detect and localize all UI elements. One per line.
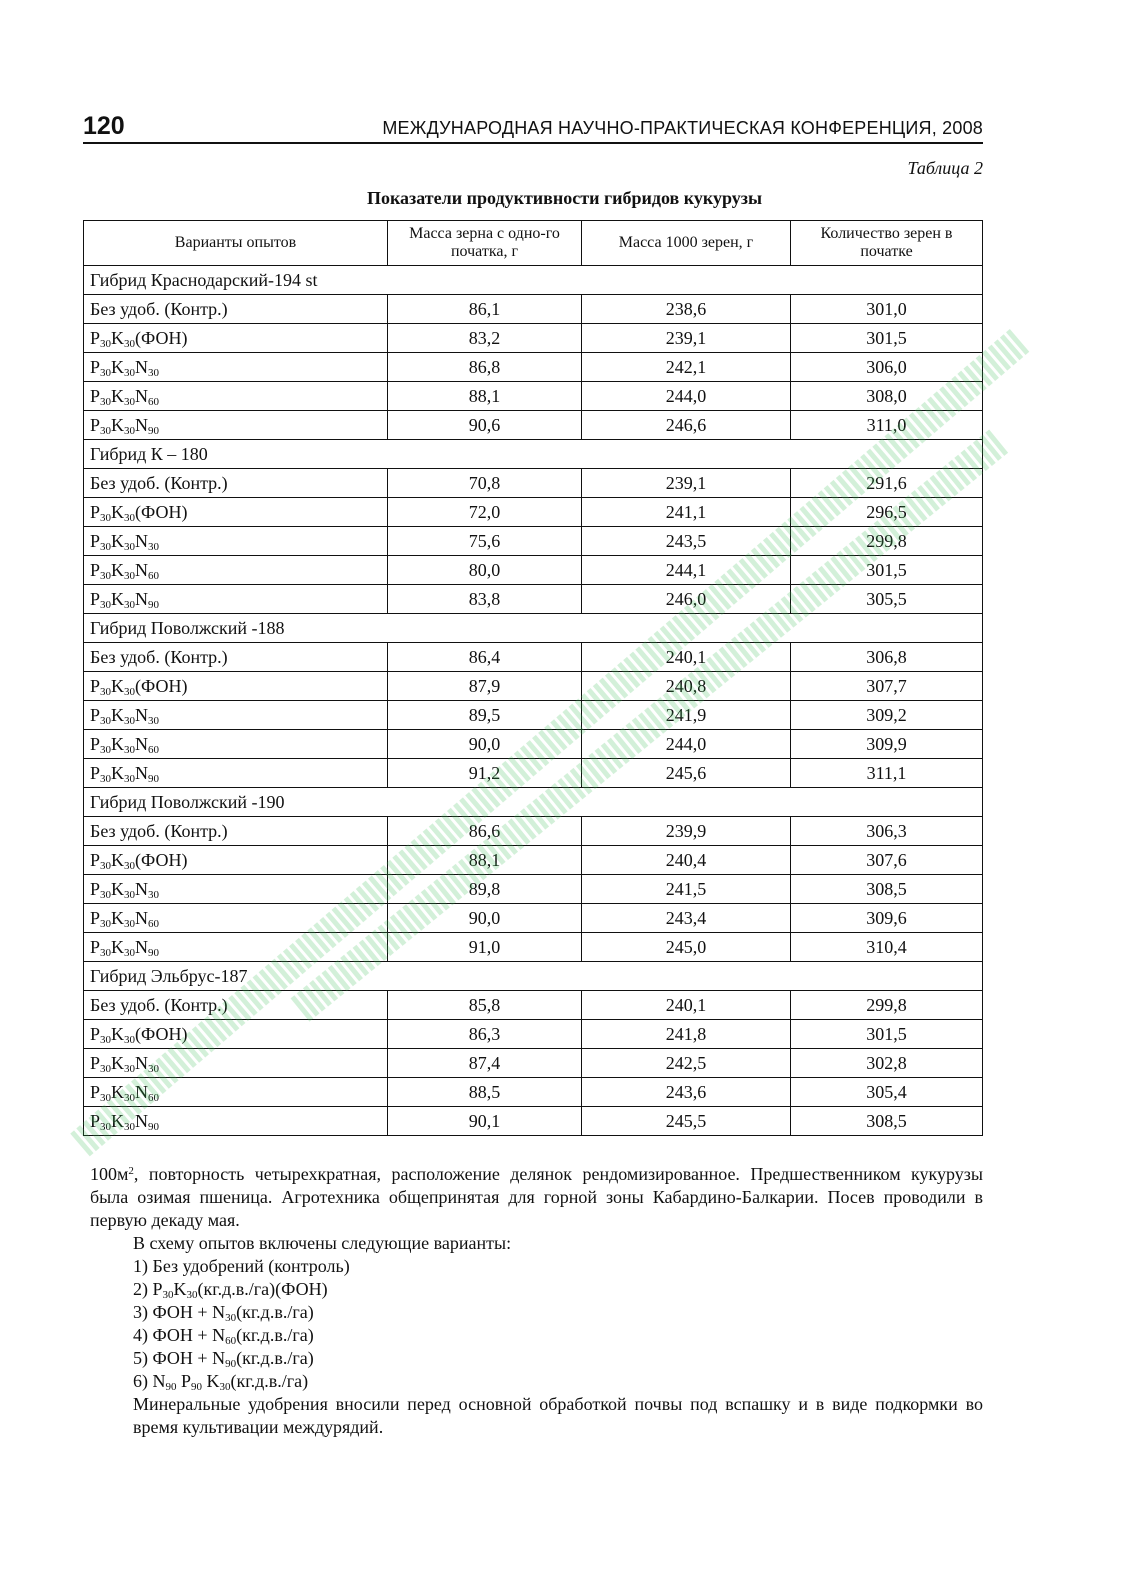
variant-cell: Без удоб. (Контр.)	[84, 469, 388, 498]
mass-1000-cell: 240,4	[582, 846, 791, 875]
variant-cell: $P_{30}K_{30}N_{60}$	[84, 730, 388, 759]
mass-ear-cell: 91,0	[388, 933, 582, 962]
variant-list	[90, 1255, 983, 1393]
variant-cell: $P_{30}K_{30}N_{30}$	[84, 1049, 388, 1078]
variant-cell: Без удоб. (Контр.)	[84, 991, 388, 1020]
table-row	[84, 991, 983, 1020]
productivity-table	[83, 220, 983, 1136]
grain-count-cell: 305,5	[791, 585, 983, 614]
table-row	[84, 585, 983, 614]
mass-ear-cell: 89,5	[388, 701, 582, 730]
variant-cell: $P_{30}K_{30}N_{90}$	[84, 933, 388, 962]
hybrid-group-row	[84, 266, 983, 295]
variant-cell: Без удоб. (Контр.)	[84, 295, 388, 324]
variant-cell: $P_{30}K_{30}N_{90}$	[84, 585, 388, 614]
hybrid-name: Гибрид К – 180	[84, 440, 983, 469]
mass-1000-cell: 239,9	[582, 817, 791, 846]
grain-count-cell: 301,5	[791, 556, 983, 585]
mass-1000-cell: 245,5	[582, 1107, 791, 1136]
grain-count-cell: 296,5	[791, 498, 983, 527]
table-row	[84, 1107, 983, 1136]
mass-ear-cell: 86,1	[388, 295, 582, 324]
table-row	[84, 643, 983, 672]
grain-count-cell: 301,5	[791, 324, 983, 353]
grain-count-cell: 302,8	[791, 1049, 983, 1078]
mass-ear-cell: 86,8	[388, 353, 582, 382]
grain-count-cell: 307,6	[791, 846, 983, 875]
grain-count-cell: 306,8	[791, 643, 983, 672]
table-row	[84, 353, 983, 382]
hybrid-name: Гибрид Поволжский -188	[84, 614, 983, 643]
table-row	[84, 759, 983, 788]
mass-1000-cell: 241,9	[582, 701, 791, 730]
grain-count-cell: 308,0	[791, 382, 983, 411]
variant-cell: Без удоб. (Контр.)	[84, 643, 388, 672]
mass-1000-cell: 244,0	[582, 730, 791, 759]
grain-count-cell: 309,6	[791, 904, 983, 933]
table-row	[84, 875, 983, 904]
column-header: Варианты опытов	[84, 221, 388, 266]
variant-cell: $P_{30}K_{30}(ФОН)$	[84, 672, 388, 701]
variant-cell: $P_{30}K_{30}N_{90}$	[84, 411, 388, 440]
variant-cell: $P_{30}K_{30}N_{90}$	[84, 759, 388, 788]
paragraph: $100м^2$, повторность четырехкратная, расположение делянок рендомизированное. Предшественником кукурузы была озимая пшеница. Агротехника общепринятая для горной зоны Кабардино-Балкарии. Посев проводили в первую декаду мая.	[90, 1164, 983, 1230]
grain-count-cell: 305,4	[791, 1078, 983, 1107]
list-item: 2) $P_{30}K_{30}(кг.д.в./га)(ФОН)$	[133, 1279, 328, 1301]
mass-1000-cell: 246,0	[582, 585, 791, 614]
paragraph: Минеральные удобрения вносили перед основной обработкой почвы под вспашку и в виде подкормки во время культивации междурядий.	[133, 1394, 983, 1437]
grain-count-cell: 311,0	[791, 411, 983, 440]
mass-1000-cell: 240,8	[582, 672, 791, 701]
table-row	[84, 672, 983, 701]
grain-count-cell: 306,3	[791, 817, 983, 846]
mass-ear-cell: 83,2	[388, 324, 582, 353]
grain-count-cell: 291,6	[791, 469, 983, 498]
body-text	[90, 1163, 983, 1439]
grain-count-cell: 306,0	[791, 353, 983, 382]
table-body	[84, 266, 983, 1136]
mass-1000-cell: 241,5	[582, 875, 791, 904]
mass-1000-cell: 245,0	[582, 933, 791, 962]
table-row	[84, 701, 983, 730]
mass-1000-cell: 241,8	[582, 1020, 791, 1049]
hybrid-group-row	[84, 440, 983, 469]
list-item: 1) Без удобрений (контроль)	[133, 1256, 350, 1276]
mass-1000-cell: 239,1	[582, 324, 791, 353]
table-label: Таблица 2	[907, 158, 983, 178]
variant-cell: $P_{30}K_{30}N_{30}$	[84, 701, 388, 730]
variant-cell: Без удоб. (Контр.)	[84, 817, 388, 846]
table-row	[84, 382, 983, 411]
table-row	[84, 295, 983, 324]
hybrid-group-row	[84, 614, 983, 643]
grain-count-cell: 308,5	[791, 875, 983, 904]
variant-cell: $P_{30}K_{30}N_{90}$	[84, 1107, 388, 1136]
mass-ear-cell: 86,3	[388, 1020, 582, 1049]
variant-cell: $P_{30}K_{30}(ФОН)$	[84, 324, 388, 353]
variant-cell: $P_{30}K_{30}N_{60}$	[84, 556, 388, 585]
mass-ear-cell: 85,8	[388, 991, 582, 1020]
variant-cell: $P_{30}K_{30}N_{60}$	[84, 1078, 388, 1107]
hybrid-name: Гибрид Поволжский -190	[84, 788, 983, 817]
table-row	[84, 527, 983, 556]
table-row	[84, 846, 983, 875]
mass-1000-cell: 241,1	[582, 498, 791, 527]
table-row	[84, 498, 983, 527]
grain-count-cell: 311,1	[791, 759, 983, 788]
hybrid-name: Гибрид Краснодарский-194 st	[84, 266, 983, 295]
mass-ear-cell: 75,6	[388, 527, 582, 556]
running-title: МЕЖДУНАРОДНАЯ НАУЧНО-ПРАКТИЧЕСКАЯ КОНФЕРЕНЦИЯ, 2008	[382, 118, 983, 138]
mass-ear-cell: 90,6	[388, 411, 582, 440]
table-row	[84, 411, 983, 440]
mass-ear-cell: 90,0	[388, 730, 582, 759]
variant-cell: $P_{30}K_{30}N_{60}$	[84, 904, 388, 933]
hybrid-name: Гибрид Эльбрус-187	[84, 962, 983, 991]
mass-1000-cell: 243,4	[582, 904, 791, 933]
mass-1000-cell: 245,6	[582, 759, 791, 788]
mass-ear-cell: 80,0	[388, 556, 582, 585]
mass-ear-cell: 88,5	[388, 1078, 582, 1107]
list-item: 6) $N_{90}$ $P_{90}$ $K_{30}(кг.д.в./га)$	[133, 1371, 309, 1393]
page-number: 120	[83, 112, 125, 140]
grain-count-cell: 310,4	[791, 933, 983, 962]
mass-1000-cell: 242,1	[582, 353, 791, 382]
mass-1000-cell: 244,0	[582, 382, 791, 411]
mass-ear-cell: 90,0	[388, 904, 582, 933]
table-title: Показатели продуктивности гибридов кукурузы	[366, 188, 763, 208]
mass-ear-cell: 83,8	[388, 585, 582, 614]
grain-count-cell: 309,9	[791, 730, 983, 759]
mass-ear-cell: 88,1	[388, 846, 582, 875]
mass-ear-cell: 70,8	[388, 469, 582, 498]
variant-cell: $P_{30}K_{30}(ФОН)$	[84, 1020, 388, 1049]
mass-ear-cell: 90,1	[388, 1107, 582, 1136]
mass-1000-cell: 240,1	[582, 643, 791, 672]
mass-ear-cell: 88,1	[388, 382, 582, 411]
grain-count-cell: 309,2	[791, 701, 983, 730]
column-header: Масса 1000 зерен, г	[582, 221, 791, 266]
hybrid-group-row	[84, 962, 983, 991]
list-intro: В схему опытов включены следующие варианты:	[133, 1233, 512, 1253]
column-header: Количество зерен в початке	[791, 221, 983, 266]
table-row	[84, 904, 983, 933]
variant-cell: $P_{30}K_{30}N_{30}$	[84, 527, 388, 556]
mass-1000-cell: 239,1	[582, 469, 791, 498]
hybrid-group-row	[84, 788, 983, 817]
mass-1000-cell: 243,5	[582, 527, 791, 556]
column-header: Масса зерна с одно-го початка, г	[388, 221, 582, 266]
mass-ear-cell: 72,0	[388, 498, 582, 527]
table-row	[84, 324, 983, 353]
grain-count-cell: 301,5	[791, 1020, 983, 1049]
variant-cell: $P_{30}K_{30}(ФОН)$	[84, 498, 388, 527]
table-row	[84, 1049, 983, 1078]
mass-ear-cell: 86,6	[388, 817, 582, 846]
table-row	[84, 1078, 983, 1107]
grain-count-cell: 301,0	[791, 295, 983, 324]
list-item: 5) ФОН + $N_{90}(кг.д.в./га)$	[133, 1348, 314, 1370]
page-header	[83, 112, 983, 144]
variant-cell: $P_{30}K_{30}N_{30}$	[84, 875, 388, 904]
table-header-row	[84, 221, 983, 266]
mass-ear-cell: 87,9	[388, 672, 582, 701]
grain-count-cell: 308,5	[791, 1107, 983, 1136]
mass-1000-cell: 242,5	[582, 1049, 791, 1078]
grain-count-cell: 307,7	[791, 672, 983, 701]
mass-1000-cell: 244,1	[582, 556, 791, 585]
table-row	[84, 817, 983, 846]
table-row	[84, 730, 983, 759]
mass-1000-cell: 243,6	[582, 1078, 791, 1107]
grain-count-cell: 299,8	[791, 527, 983, 556]
mass-1000-cell: 238,6	[582, 295, 791, 324]
mass-ear-cell: 91,2	[388, 759, 582, 788]
mass-1000-cell: 240,1	[582, 991, 791, 1020]
list-item: 3) ФОН + $N_{30}(кг.д.в./га)$	[133, 1302, 314, 1324]
table-row	[84, 933, 983, 962]
mass-ear-cell: 86,4	[388, 643, 582, 672]
variant-cell: $P_{30}K_{30}(ФОН)$	[84, 846, 388, 875]
table-row	[84, 1020, 983, 1049]
mass-ear-cell: 87,4	[388, 1049, 582, 1078]
variant-cell: $P_{30}K_{30}N_{60}$	[84, 382, 388, 411]
table-row	[84, 469, 983, 498]
mass-1000-cell: 246,6	[582, 411, 791, 440]
grain-count-cell: 299,8	[791, 991, 983, 1020]
variant-cell: $P_{30}K_{30}N_{30}$	[84, 353, 388, 382]
table-row	[84, 556, 983, 585]
mass-ear-cell: 89,8	[388, 875, 582, 904]
list-item: 4) ФОН + $N_{60}(кг.д.в./га)$	[133, 1325, 314, 1347]
